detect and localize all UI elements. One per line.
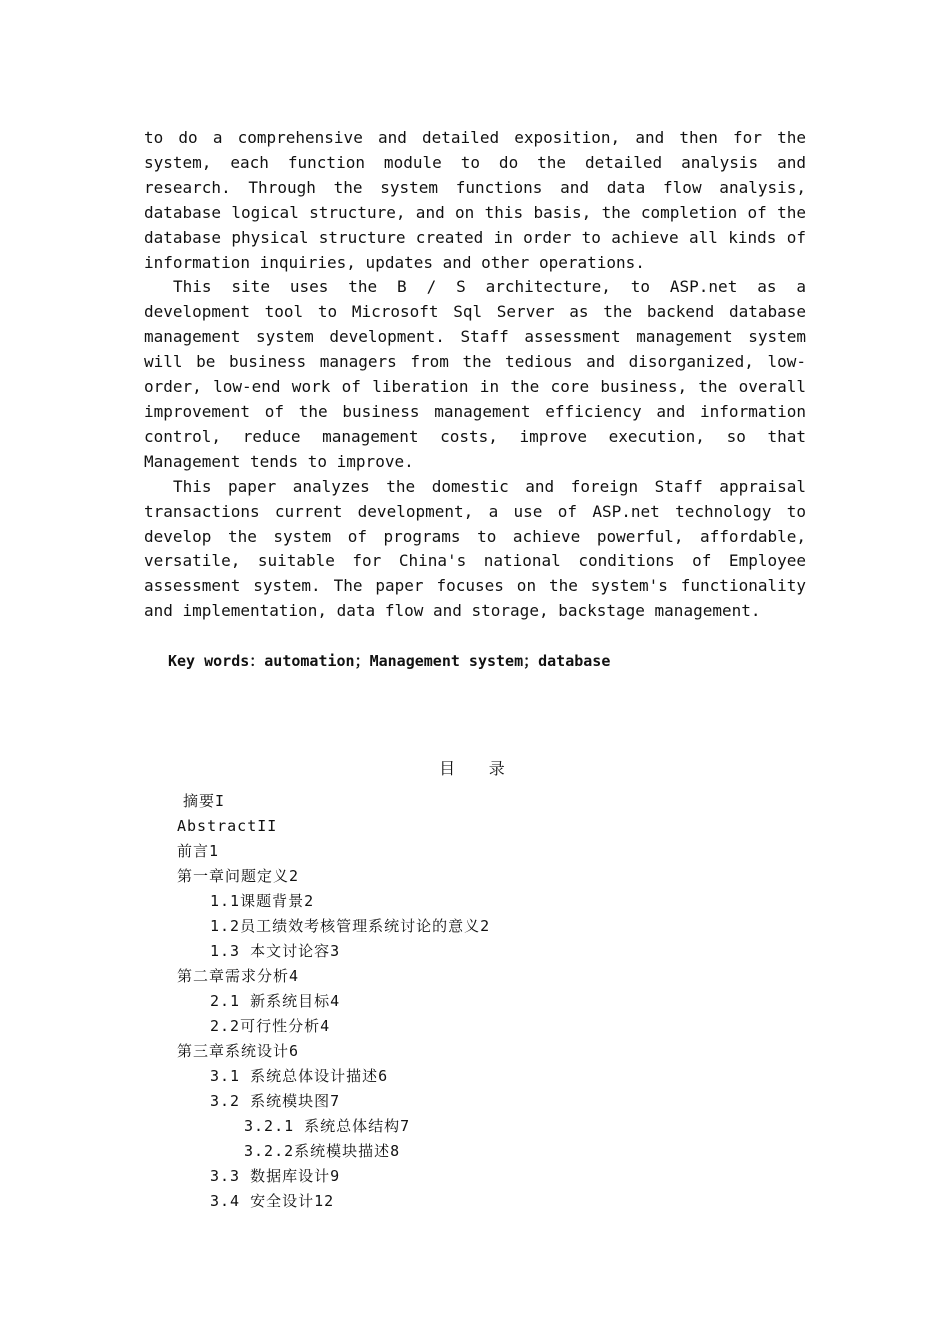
toc-title: 目 录	[439, 759, 517, 778]
toc-entry-section-1-2[interactable]: 1.2员工绩效考核管理系统讨论的意义2	[210, 917, 491, 935]
toc-entry-chapter-2[interactable]: 第二章需求分析4	[177, 967, 300, 985]
toc-entry-section-3-2-2[interactable]: 3.2.2系统模块描述8	[244, 1142, 401, 1160]
abstract-paragraph: This site uses the B / S architecture, to ASP.net as a development tool to Microsoft Sql Server as the backend database management system development. Staff assessment management system will be business managers from the tedious and disorganized, low-order, low-end work of liberation in the core business, the overall improvement of the business management efficiency and information control, reduce management costs, improve execution, so that Management tends to improve.	[144, 277, 806, 471]
toc-entry-section-2-1[interactable]: 2.1 新系统目标4	[210, 992, 341, 1010]
toc-entry-section-3-2-1[interactable]: 3.2.1 系统总体结构7	[244, 1117, 411, 1135]
abstract-paragraph: This paper analyzes the domestic and foreign Staff appraisal transactions current development, a use of ASP.net technology to develop the system of programs to achieve powerful, affordable, versatile, suitable for China's national conditions of Employee assessment system. The paper focuses on the system's functionality and implementation, data flow and storage, backstage management.	[144, 476, 806, 621]
toc-entry-abstract-en[interactable]: AbstractII	[177, 817, 278, 835]
toc-entry-section-1-1[interactable]: 1.1课题背景2	[210, 892, 315, 910]
toc-entry-section-3-2[interactable]: 3.2 系统模块图7	[210, 1092, 341, 1110]
keywords-line: Key words：automation；Management system；database	[168, 652, 611, 670]
toc-entry-chapter-3[interactable]: 第三章系统设计6	[177, 1042, 300, 1060]
toc-entry-section-3-4[interactable]: 3.4 安全设计12	[210, 1192, 335, 1210]
toc-entry-section-3-1[interactable]: 3.1 系统总体设计描述6	[210, 1067, 389, 1085]
toc-entry-section-3-3[interactable]: 3.3 数据库设计9	[210, 1167, 341, 1185]
toc-entry-section-2-2[interactable]: 2.2可行性分析4	[210, 1017, 331, 1035]
toc-entry-section-1-3[interactable]: 1.3 本文讨论容3	[210, 942, 341, 960]
toc-entry-abstract-cn[interactable]: 摘要I	[183, 792, 226, 810]
toc-entry-preface[interactable]: 前言1	[177, 842, 220, 860]
abstract-body	[144, 126, 806, 624]
toc-entry-chapter-1[interactable]: 第一章问题定义2	[177, 867, 300, 885]
abstract-paragraph: to do a comprehensive and detailed exposition, and then for the system, each function module to do the detailed analysis and research. Through the system functions and data flow analysis, database logical structure, and on this basis, the completion of the database physical structure created in order to achieve all kinds of information inquiries, updates and other operations.	[144, 128, 806, 272]
